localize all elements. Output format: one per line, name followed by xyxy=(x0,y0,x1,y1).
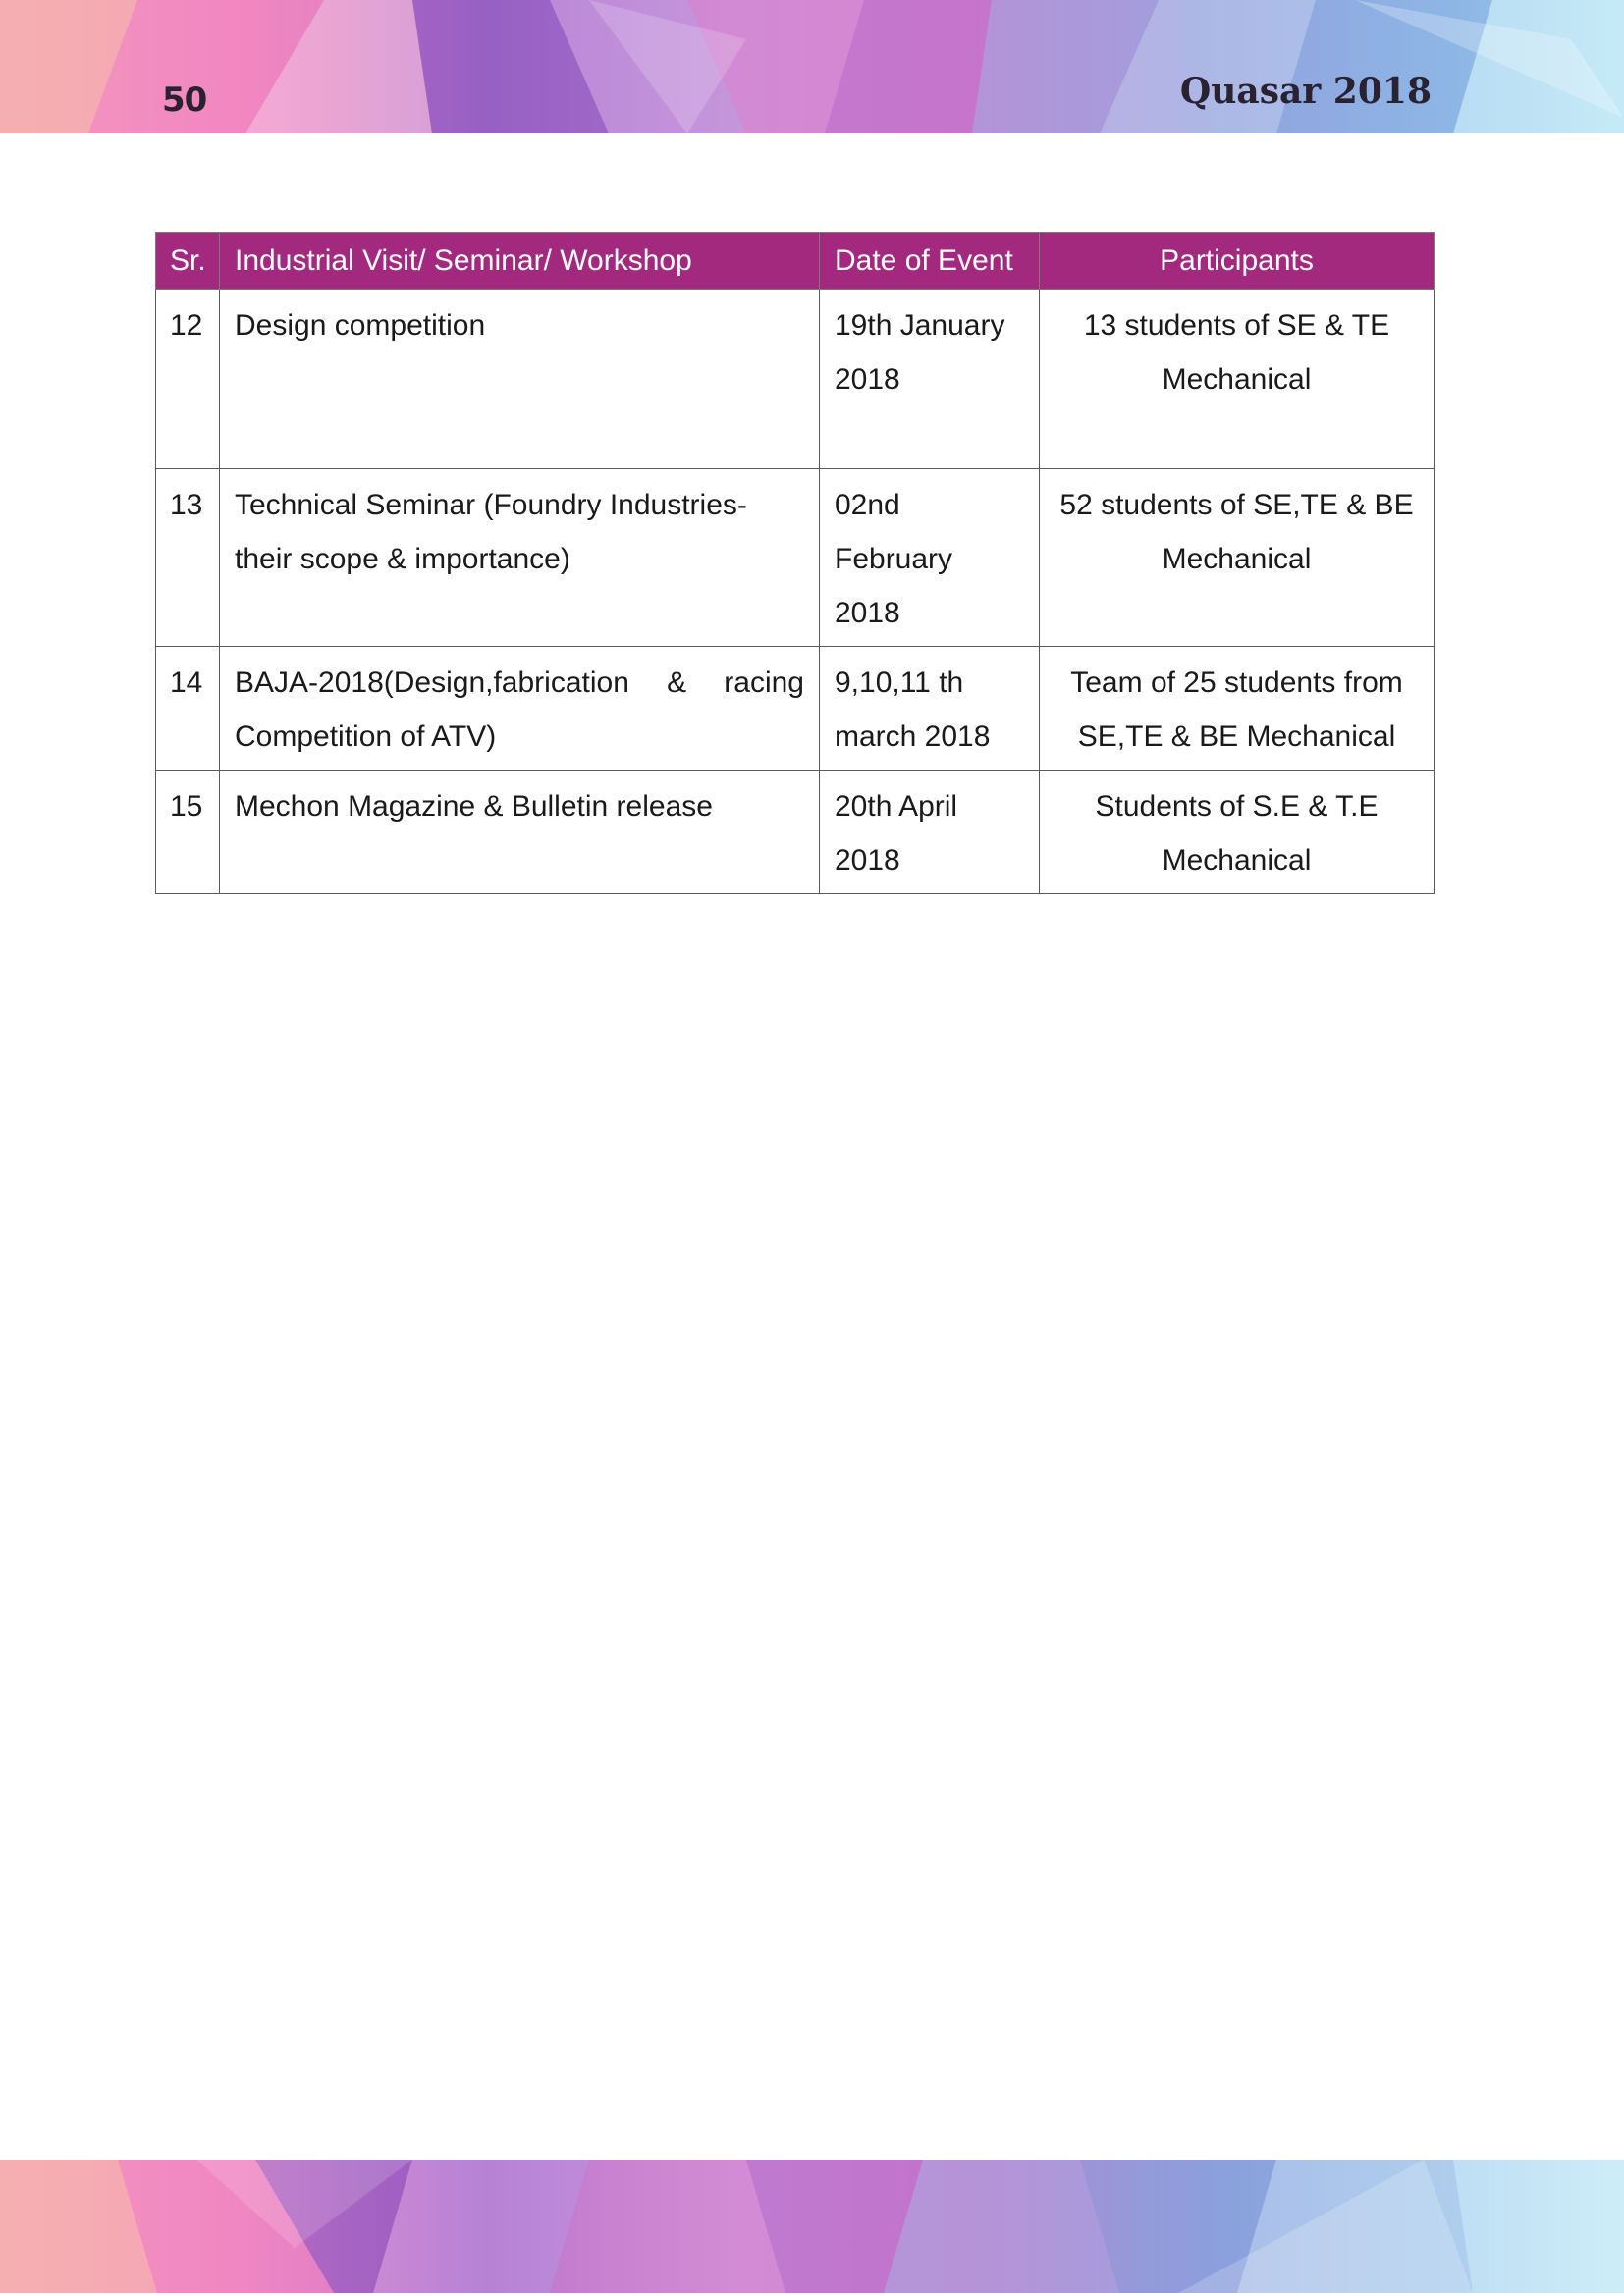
footer-banner-graphic xyxy=(0,2160,1624,2293)
cell-event: Mechon Magazine & Bulletin release xyxy=(220,771,820,894)
table-row xyxy=(156,771,1435,894)
table-row xyxy=(156,290,1435,469)
cell-event: BAJA-2018(Design,fabrication & racing Competition of ATV) xyxy=(220,647,820,771)
column-header-date: Date of Event xyxy=(820,233,1040,290)
table-row xyxy=(156,647,1435,771)
cell-participants-line: 13 students of SE & TE xyxy=(1083,309,1390,342)
cell-participants xyxy=(1040,771,1435,894)
cell-sr: 13 xyxy=(156,469,220,647)
cell-date-line: 19th January xyxy=(835,309,1005,342)
document-title: Quasar 2018 xyxy=(1179,71,1432,112)
cell-date-line: 2018 xyxy=(835,363,900,396)
events-table xyxy=(155,232,1435,894)
cell-event: Design competition xyxy=(220,290,820,469)
cell-sr: 12 xyxy=(156,290,220,469)
cell-participants-line: Mechanical xyxy=(1162,844,1312,877)
cell-date-line: 9,10,11 th xyxy=(835,667,964,699)
column-header-sr: Sr. xyxy=(156,233,220,290)
column-header-event: Industrial Visit/ Seminar/ Workshop xyxy=(220,233,820,290)
cell-participants-line: Mechanical xyxy=(1162,543,1312,575)
cell-date-line: march 2018 xyxy=(835,721,991,753)
cell-participants-line: Students of S.E & T.E xyxy=(1095,790,1379,823)
cell-date-line: 2018 xyxy=(835,597,900,629)
cell-participants xyxy=(1040,647,1435,771)
cell-participants-line: 52 students of SE,TE & BE xyxy=(1059,489,1414,521)
cell-participants xyxy=(1040,469,1435,647)
cell-date-line: 20th April xyxy=(835,790,958,823)
cell-participants-line: Mechanical xyxy=(1162,363,1312,396)
table-header-row xyxy=(156,233,1435,290)
cell-date-line: 02nd xyxy=(835,489,900,521)
cell-date xyxy=(820,647,1040,771)
table-row xyxy=(156,469,1435,647)
cell-date-line: 2018 xyxy=(835,844,900,877)
footer-banner xyxy=(0,2160,1624,2293)
page-number: 50 xyxy=(162,80,207,120)
cell-sr: 15 xyxy=(156,771,220,894)
cell-event: Technical Seminar (Foundry Industries-their scope & importance) xyxy=(220,469,820,647)
header-banner-graphic xyxy=(0,0,1624,133)
cell-participants-line: SE,TE & BE Mechanical xyxy=(1077,721,1396,753)
header-banner xyxy=(0,0,1624,133)
cell-participants xyxy=(1040,290,1435,469)
cell-date xyxy=(820,469,1040,647)
column-header-participants: Participants xyxy=(1040,233,1435,290)
cell-date xyxy=(820,290,1040,469)
cell-date xyxy=(820,771,1040,894)
cell-date-line: February xyxy=(835,543,953,575)
cell-participants-line: Team of 25 students from xyxy=(1070,667,1403,699)
cell-sr: 14 xyxy=(156,647,220,771)
